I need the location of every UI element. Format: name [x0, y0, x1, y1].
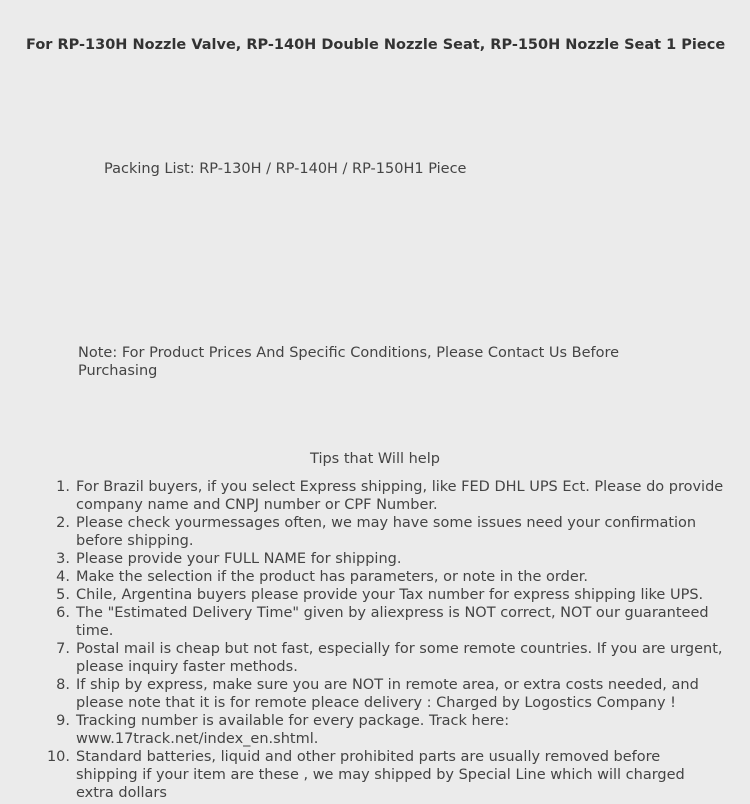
list-item-text: The "Estimated Delivery Time" given by aliexpress is NOT correct, NOT our guaranteed time. — [76, 605, 709, 639]
list-item-number: 2. — [56, 515, 70, 531]
list-item-text: Chile, Argentina buyers please provide your Tax number for express shipping like UPS. — [76, 587, 704, 603]
list-item-number: 9. — [56, 713, 70, 729]
tips-heading: Tips that Will help — [310, 451, 440, 467]
list-item-text: Standard batteries, liquid and other prohibited parts are usually removed before shipping if your item are these , we may shipped by Special Line which will charged extra dollars — [76, 749, 685, 801]
list-item-number: 1. — [56, 479, 70, 495]
list-item — [56, 640, 726, 676]
list-item — [56, 586, 726, 604]
list-item-number: 8. — [56, 677, 70, 693]
list-item-text: Postal mail is cheap but not fast, especially for some remote countries. If you are urgent, please inquiry faster methods. — [76, 641, 723, 675]
list-item-number: 3. — [56, 551, 70, 567]
list-item — [56, 568, 726, 586]
list-item-text: Tracking number is available for every package. Track here: www.17track.net/index_en.shtml. — [76, 713, 510, 747]
list-item-number: 10. — [46, 749, 70, 765]
list-item-text: Please provide your FULL NAME for shipping. — [76, 551, 402, 567]
list-item-number: 7. — [56, 641, 70, 657]
product-title: For RP-130H Nozzle Valve, RP-140H Double Nozzle Seat, RP-150H Nozzle Seat 1 Piece — [26, 37, 726, 53]
list-item — [56, 478, 726, 514]
tips-list — [46, 478, 726, 802]
note-text: Note: For Product Prices And Specific Conditions, Please Contact Us Before Purchasing — [78, 345, 620, 379]
list-item-number: 5. — [56, 587, 70, 603]
packing-list: Packing List: RP-130H / RP-140H / RP-150H1 Piece — [104, 161, 467, 177]
list-item-text: If ship by express, make sure you are NOT in remote area, or extra costs needed, and please note that it is for remote pleace delivery : Charged by Logostics Company ! — [76, 677, 699, 711]
list-item — [56, 514, 726, 550]
list-item — [56, 676, 726, 712]
list-item-text: Make the selection if the product has parameters, or note in the order. — [76, 569, 588, 585]
list-item-number: 6. — [56, 605, 70, 621]
list-item — [56, 550, 726, 568]
list-item — [46, 748, 726, 802]
list-item-text: For Brazil buyers, if you select Express shipping, like FED DHL UPS Ect. Please do provide company name and CNPJ number or CPF Number. — [76, 479, 724, 513]
list-item — [56, 604, 726, 640]
list-item-number: 4. — [56, 569, 70, 585]
list-item — [56, 712, 726, 748]
list-item-text: Please check yourmessages often, we may have some issues need your confirmation before shipping. — [76, 515, 697, 549]
